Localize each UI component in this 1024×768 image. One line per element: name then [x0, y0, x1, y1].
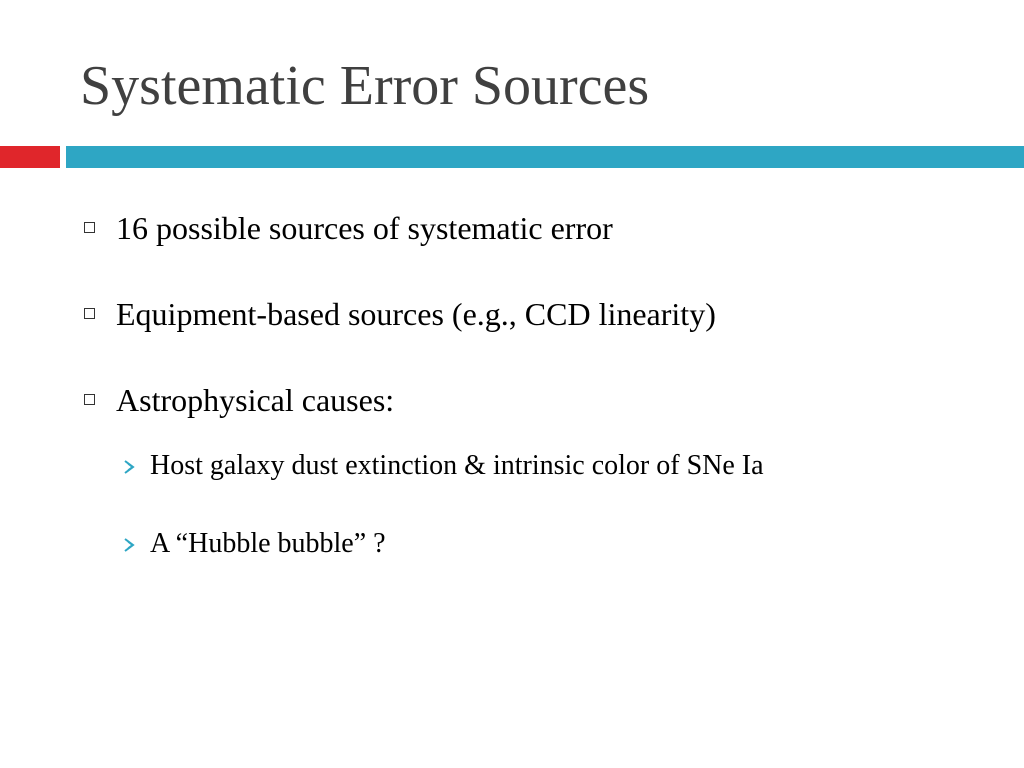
arrow-bullet-icon	[122, 538, 136, 552]
bullet-list	[84, 200, 1004, 598]
square-bullet-icon	[84, 308, 95, 319]
square-bullet-icon	[84, 222, 95, 233]
bullet-text: Astrophysical causes:	[116, 382, 395, 418]
sub-bullet-text: A “Hubble bubble” ?	[150, 528, 386, 559]
title-rule-blue	[66, 146, 1024, 168]
bullet-item	[84, 372, 1004, 428]
slide-title: Systematic Error Sources	[80, 55, 650, 117]
arrow-bullet-icon	[122, 460, 136, 474]
bullet-item	[84, 286, 1004, 342]
sub-bullet-item	[84, 442, 1004, 490]
bullet-item	[84, 200, 1004, 256]
bullet-text: 16 possible sources of systematic error	[116, 210, 613, 246]
title-rule-red	[0, 146, 60, 168]
sub-bullet-item	[84, 520, 1004, 568]
bullet-text: Equipment-based sources (e.g., CCD linearity)	[116, 296, 716, 332]
square-bullet-icon	[84, 394, 95, 405]
sub-bullet-text: Host galaxy dust extinction & intrinsic color of SNe Ia	[150, 450, 764, 481]
